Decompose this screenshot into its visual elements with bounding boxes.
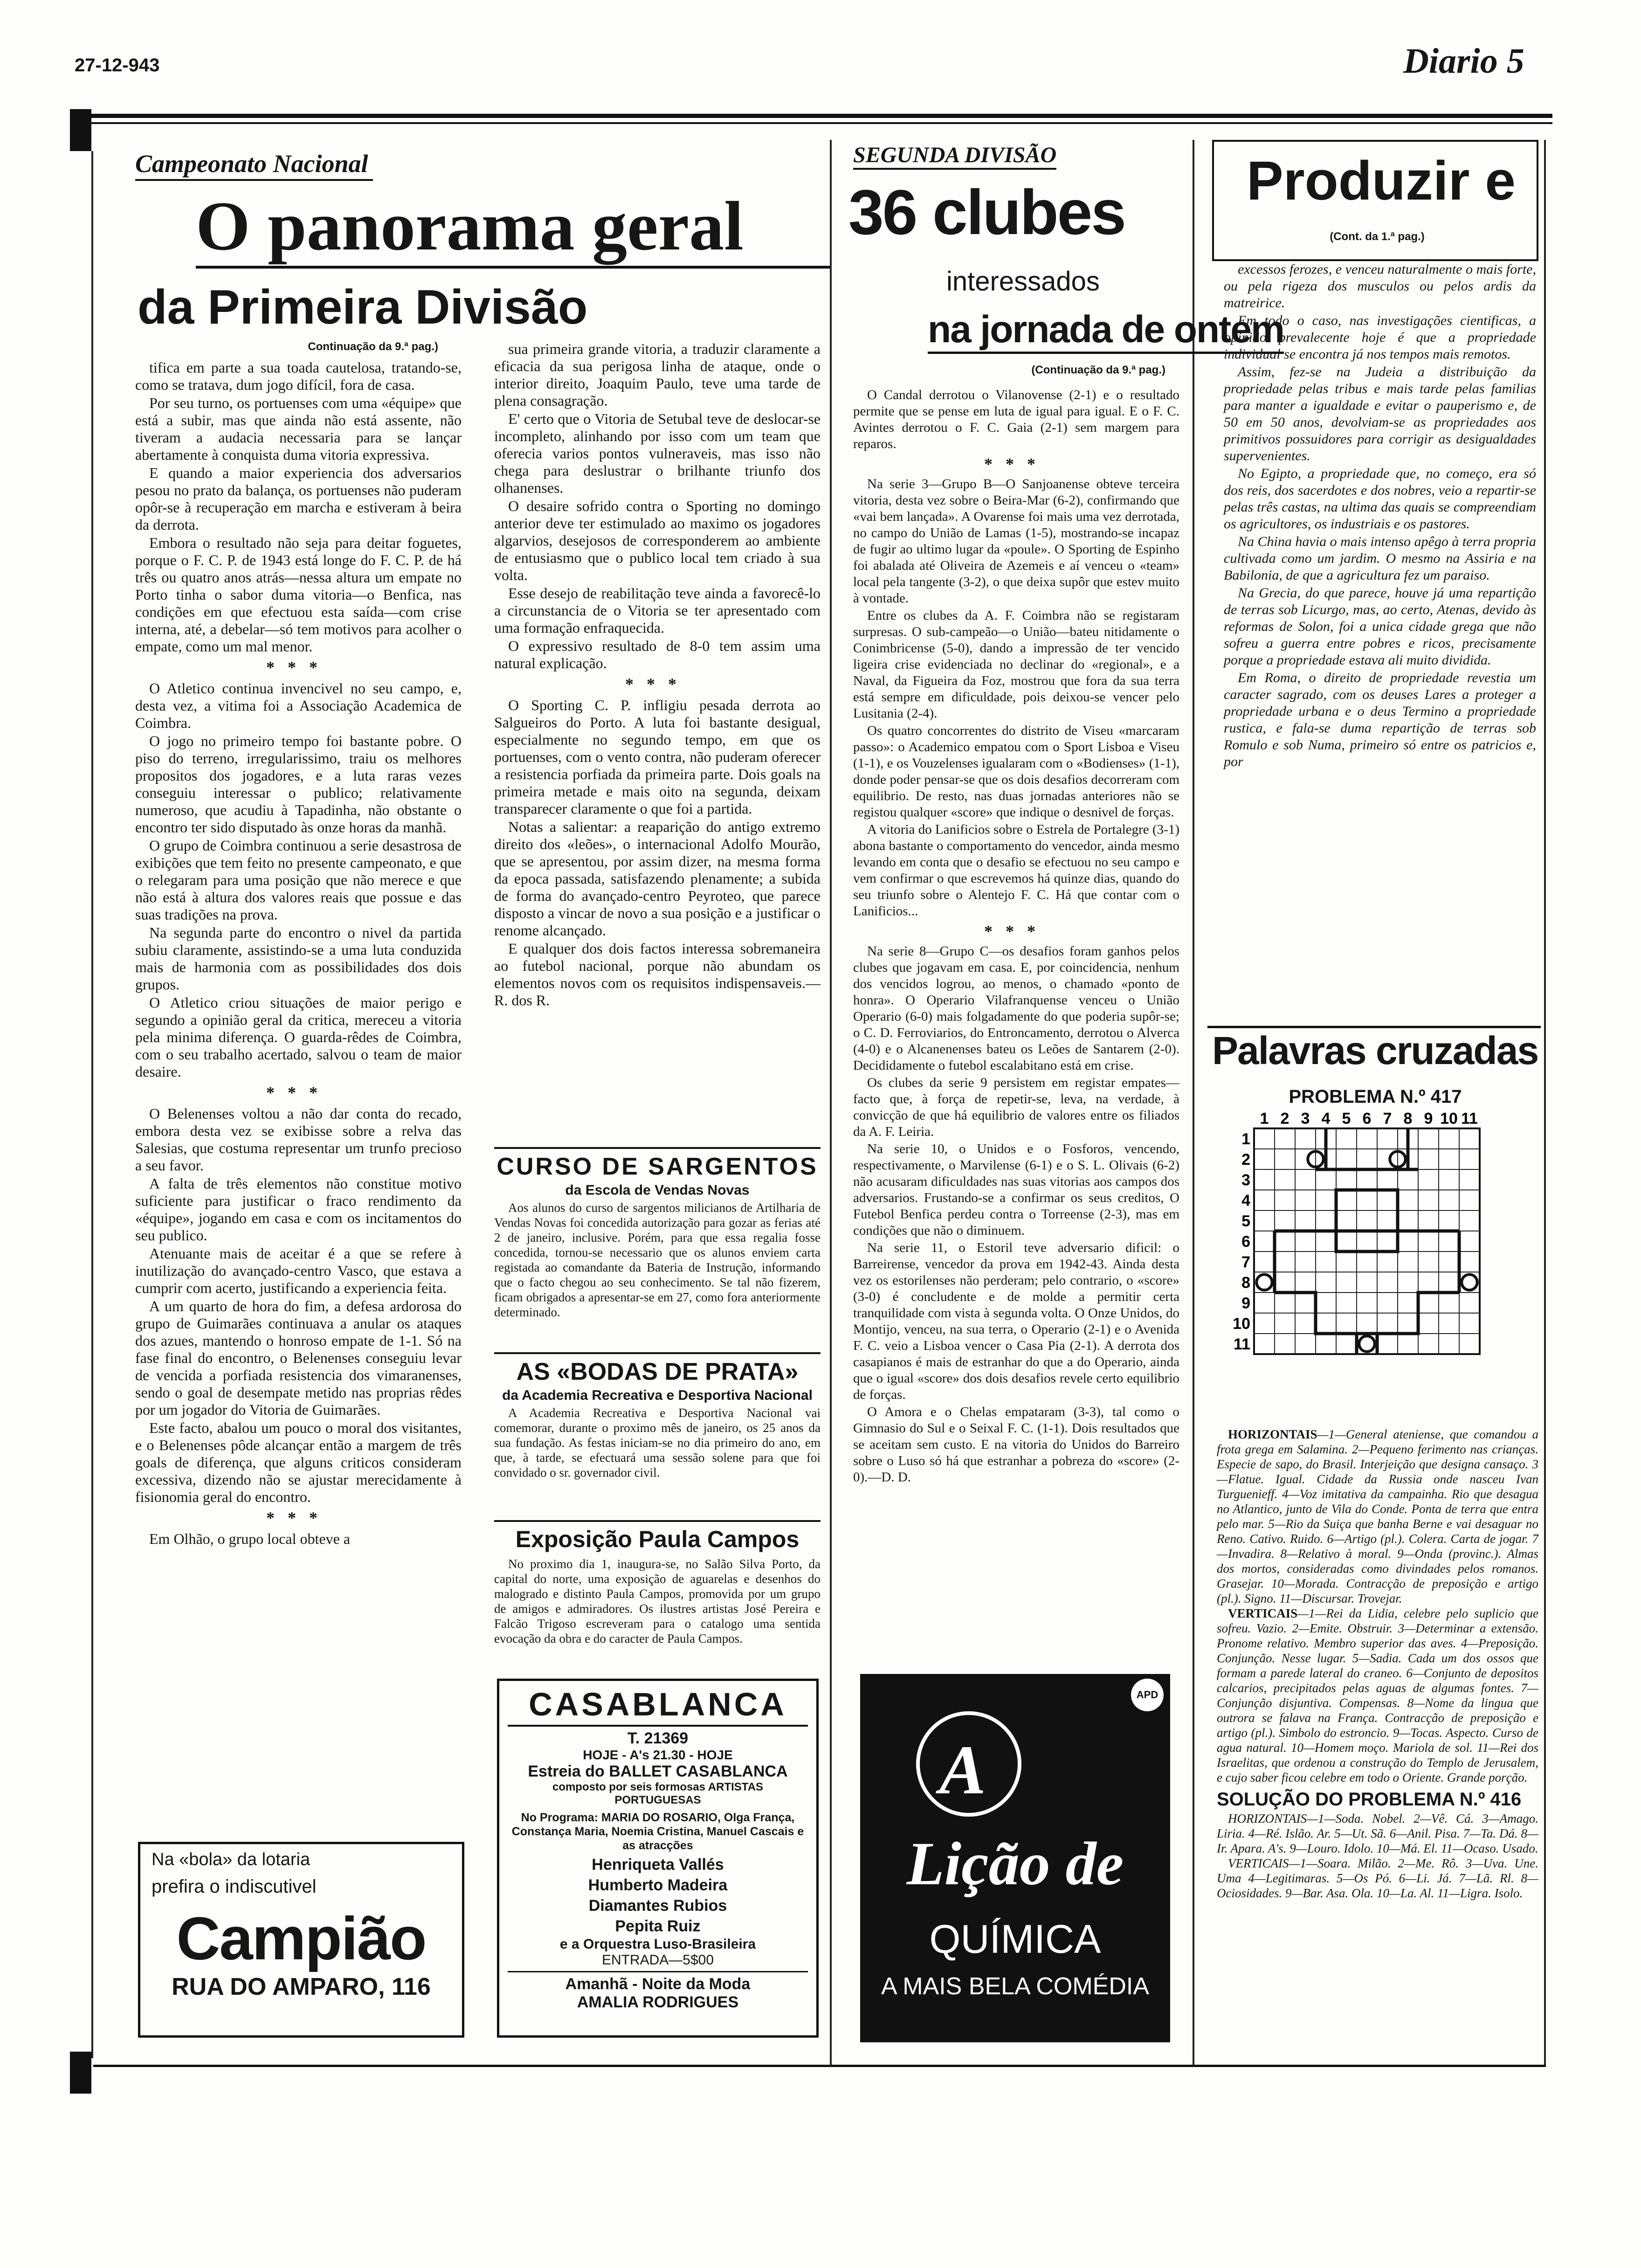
ad-exposicao-title: Exposição Paula Campos <box>515 1526 800 1552</box>
ad-casablanca-line2: Estreia do BALLET CASABLANCA <box>528 1763 788 1780</box>
col4-body <box>1224 261 1536 771</box>
col1-body <box>135 359 462 1549</box>
horizontais-label: HORIZONTAIS <box>1228 1427 1317 1441</box>
solution-verticais: VERTICAIS—1—Soara. Milão. 2—Me. Rô. 3—Uva. Une. Uma 4—Legitimaras. 5—Os Pó. 6—Li. Já. 7—Lã. Rl. 8—Ociosidades. 9—Bar. Asa. Ola. 10—La. Al. 11—Ligra. Isolo. <box>1217 1856 1538 1900</box>
verticais-clues: —1—Rei da Lidia, celebre pelo suplicio que sofreu. Vazio. 2—Emite. Obstruir. 3—Determinar a extensão. Pronome relativo. Membro superior das aves. 4—Preposição. Conjunção. Nesse lugar. 5—Sadia. Cada um dos ossos que formam a parede lateral do craneo. 6—Conjunto de depositos calcarios, precipitados pelas aguas de algumas fontes. 7—Conjunção disjuntiva. Compensas. 8—Nome da lingua que outrora se falava na França. Contracção de preposição e artigo (pl.). Simbolo do estroncio. 9—Tocas. Aspecto. Curso de agua natural. 10—Homem moço. Mariola de sol. 11—Rei dos Israelitas, que ordenou a construção do Templo de Jerusalem, e cujo saber ficou celebre em todo o Oriente. Grande porção. <box>1217 1606 1538 1784</box>
ad-sargentos-title: CURSO DE SARGENTOS <box>496 1153 818 1180</box>
bottom-rule <box>93 2065 1546 2067</box>
ad-licao-de-quimica <box>860 1674 1170 2042</box>
col3-paragraph: O Candal derrotou o Vilanovense (2-1) e o resultado permite que se pense em luta de igual para igual. E o F. C. Avintes derrotou o F. C. Gaia (2-1) sem margem para reparos. <box>853 387 1179 451</box>
col4-continuation: (Cont. da 1.ª pag.) <box>1330 230 1425 243</box>
ad-licao-line2: Lição de <box>906 1829 1124 1898</box>
col1-headline: O panorama geral <box>196 187 830 269</box>
crossword-col-number: 7 <box>1383 1110 1392 1127</box>
col4-paragraph: Em todo o caso, nas investigações cientificas, a opinião prevalecente hoje é que a propriedade individual se encontra já nos tempos mais remotos. <box>1224 313 1536 362</box>
col4-headline: Produzir e <box>1247 150 1516 212</box>
crossword-col-number: 5 <box>1342 1110 1351 1127</box>
col2-paragraph: O desaire sofrido contra o Sporting no domingo anterior deve ter estimulado ao maximo os jogadores algarvios, desejosos de corresponderem ao ambiente de entusiasmo que o publico local tem criado à sua volta. <box>494 498 820 583</box>
issue-date: 27-12-943 <box>75 55 160 76</box>
ad-casablanca-line1: HOJE - A's 21.30 - HOJE <box>583 1748 733 1762</box>
col4-paragraph: Em Roma, o direito de propriedade revestia um caracter sagrado, com os deuses Lares a proteger a propriedade urbana e o deus Termino a propriedade rustica, e fala-se duma repartição de terras sob Romulo e sob Numa, primeiro só entre os patricios e, por <box>1224 670 1536 769</box>
divider-col4 <box>1193 140 1194 2066</box>
crossword-col-number: 3 <box>1301 1110 1310 1127</box>
col2-paragraph: O Sporting C. P. infligiu pesada derrota ao Salgueiros do Porto. A luta foi bastante desigual, especialmente no segundo tempo, em que os portuenses, com o vento contra, não puderam oferecer a resistencia porfiada da primeira parte. Dois goals na primeira metade e mais oito na segunda, deixam transparecer claramente o que foi a partida. <box>494 697 820 817</box>
right-border <box>1544 140 1546 2066</box>
ad-casablanca-title: CASABLANCA <box>508 1686 808 1727</box>
col3-paragraph: A vitoria do Lanificios sobre o Estrela de Portalegre (3-1) abona bastante o comportamento do vencedor, ainda mesmo levando em conta que o desafio se efectuou no seu campo e vem confirmar o que escrevemos há quinze dias, quando do seu triunfo sobre o Alentejo F. C. Há que contar com o Lanificios... <box>853 822 1179 919</box>
crossword-col-number: 4 <box>1321 1110 1331 1127</box>
crossword-col-number: 6 <box>1362 1110 1372 1127</box>
col2-paragraph: Esse desejo de reabilitação teve ainda a favorecê-lo a circunstancia de o Vitoria se ter apresentado com uma formação enfraquecida. <box>494 585 820 636</box>
ad-casablanca-line5: e a Orquestra Luso-Brasileira <box>559 1936 756 1952</box>
col4-paragraph: Na China havia o mais intenso apêgo à terra propria cultivada como um jardim. O mesmo na Assiria e na Babilonia, de que a agricultura fez um paraiso. <box>1224 534 1536 583</box>
solution-horizontais: HORIZONTAIS—1—Soda. Nobel. 2—Vê. Cá. 3—Amago. Liria. 4—Ré. Islão. Ar. 5—Ut. Sã. 6—Anil. Pisa. 7—Ta. Dá. 8—Ir. Apara. A's. 9—Louro. Idolo. 10—Má. El. 11—Ocaso. Usado. <box>1217 1812 1538 1855</box>
ad-sargentos-text: Aos alunos do curso de sargentos milicianos de Artilharia de Vendas Novas foi concedida autorização para gozar as ferias até 2 de janeiro, inclusive. Porém, para que essa regalia fosse concedida, tornou-se necessario que os alunos enviem carta registada ao comandante da Bateria de Instrução, informando que o facto chegou ao seu conhecimento. Se tal não fizerem, ficam obrigados a apresentar-se em 27, como fora anteriormente determinado. <box>494 1201 820 1319</box>
crossword-puzzle <box>1221 1105 1548 1366</box>
col2-paragraph: E qualquer dos dois factos interessa sobremaneira ao futebol nacional, porque não abundam os elementos novos com os requisitos indispensaveis.—R. dos R. <box>494 940 820 1009</box>
ad-casablanca <box>497 1679 819 2038</box>
ad-bodas <box>494 1352 820 1480</box>
top-rule-thin <box>70 122 1552 124</box>
ad-licao-line3: QUÍMICA <box>929 1917 1101 1962</box>
col1-paragraph: A um quarto de hora do fim, a defesa ardorosa do grupo de Guimarães continuava a anular os ataques dos azues, mantendo o honroso empate de 1-1. Só na fase final do encontro, o Belenenses conseguiu levar de vencida a porfiada resistencia dos vimaranenses, sendo o goal de desempate metido nas proprias rêdes por um jogador do Vitoria de Guimarães. <box>135 1298 462 1418</box>
ad-casablanca-line3: composto por seis formosas ARTISTAS PORTUGUESAS <box>552 1781 764 1806</box>
col2-paragraph: Notas a salientar: a reaparição do antigo extremo direito dos «leões», o internacional Adolfo Mourão, que se apresentou, por assim dizer, na mesma forma da epoca passada, satisfazendo plenamente; a subida de forma do avançado-centro Peyroteo, que parece disposto a vincar de novo a sua posição e a justificar o renome alcançado. <box>494 818 820 939</box>
ad-bodas-title: AS «BODAS DE PRATA» <box>516 1358 799 1385</box>
crossword-col-number: 10 <box>1440 1110 1458 1127</box>
section-separator: *** <box>984 922 1048 940</box>
section-separator: *** <box>984 455 1048 473</box>
col1-headline2: da Primeira Divisão <box>138 280 588 334</box>
col3-paragraph: Na serie 10, o Unidos e o Fosforos, vencendo, respectivamente, o Marvilense (6-1) e o S. L. Olivais (6-2) não acusaram dificuldades nas suas vitorias aos campos dos adversarios. Frustando-se a confirmar os seus creditos, O Futebol Benfica perdeu contra o Torreense (2-3), mas em condições que não o diminuem. <box>853 1141 1179 1238</box>
ad-campiao-line2: prefira o indiscutivel <box>152 1876 317 1897</box>
ad-exposicao <box>494 1520 820 1646</box>
ad-campiao <box>138 1842 464 2038</box>
ad-exposicao-text: No proximo dia 1, inaugura-se, no Salão Silva Porto, da capital do norte, uma exposição de aguarelas e desenhos do malogrado e distinto Paula Campos, promovida por um grupo de amigos e admiradores. Os ilustres artistas José Pereira e Falcão Trigoso escreveram para o catalogo uma sentida evocação da obra e do caracter de Paula Campos. <box>494 1557 820 1646</box>
ad-bodas-subtitle: da Academia Recreativa e Desportiva Nacional <box>502 1388 813 1403</box>
crossword-col-number: 8 <box>1403 1110 1413 1127</box>
col1-paragraph: Atenuante mais de aceitar é a que se refere à inutilização do avançado-centro Vasco, que estava a cumprir com acerto, justificando a experiencia feita. <box>135 1245 462 1296</box>
crossword-clues <box>1217 1427 1538 1901</box>
crossword-row-number: 10 <box>1233 1315 1250 1333</box>
horizontais-clues: —1—General ateniense, que comandou a frota grega em Salamina. 2—Pequeno ferimento nas crianças. Especie de sapo, do Brasil. Interjeição que designa cansaço. 3—Flatue. Igual. Cidade da Russia onde nasceu Ivan Turguenieff. 4—Voz imitativa da campainha. Rio que desagua no Atlantico, junto de Vila do Conde. Ponta de terra que entra pelo mar. 5—Rio da Suiça que banha Berne e vai desaguar no Reno. Cativo. Ruido. 6—Artigo (pl.). Colera. Carta de jogar. 7—Invadira. 8—Relativo à moral. 9—Onda (provinc.). Almas dos mortos, consideradas como divindades pelos romanos. Grasejar. 10—Morada. Contracção de preposição e artigo (pl.). Signo. 11—Discursar. Trovejar. <box>1217 1427 1538 1605</box>
col4-paragraph: Assim, fez-se na Judeia a distribuição da propriedade pelas tribus e mais tarde pelas familias para manter a igualdade e evitar o pauperismo e, de 50 em 50 anos, devolviam-se as propriedades aos primitivos possuidores para corrigir as desigualdades supervenientes. <box>1224 364 1536 463</box>
col3-paragraph: Os quatro concorrentes do distrito de Viseu «marcaram passo»: o Academico empatou com o Sport Lisboa e Viseu (1-1), e os Vouzelenses igualaram com o «Bodienses» (1-1), donde poder pensar-se que os dois desafios decorreram com equilibrio. De resto, nas duas jornadas anteriores não se registou qualquer «score» que indique o desnivel de forças. <box>853 723 1179 820</box>
col1-paragraph: Na segunda parte do encontro o nivel da partida subiu claramente, assistindo-se a uma luta conduzida mais de harmonia com as possibilidades dos dois grupos. <box>135 924 462 993</box>
crossword-row-number: 3 <box>1241 1171 1250 1189</box>
ad-casablanca-entrada: ENTRADA—5$00 <box>508 1952 808 1972</box>
col1-paragraph: A falta de três elementos não constitue motivo suficiente para justificar o fraco rendimento da «équipe», jogando em casa e com os incitamentos do seu publico. <box>135 1175 462 1244</box>
ad-casablanca-artist: Diamantes Rubios <box>588 1897 727 1915</box>
col1-paragraph: Este facto, abalou um pouco o moral dos visitantes, e o Belenenses pôde alcançar então a margem de três goals de diferença, que alguns criticos consideram excessiva, dizendo não se ajustar merecidamente à fisionomia geral do encontro. <box>135 1419 462 1505</box>
ad-licao-line1: A <box>939 1731 986 1809</box>
corner-mark-top <box>70 109 91 151</box>
col3-body <box>853 387 1179 1487</box>
section-separator: *** <box>266 1083 331 1102</box>
crossword-title: Palavras cruzadas <box>1212 1029 1538 1072</box>
ad-sargentos-subtitle: da Escola de Vendas Novas <box>565 1182 750 1198</box>
col3-sub2: na jornada de ontem <box>928 308 1284 354</box>
col3-paragraph: O Amora e o Chelas empataram (3-3), tal como o Gimnasio do Sul e o Seixal F. C. (1-1). Dois resultados que se aceitam sem custo. E na vitoria do Unidos do Barreiro sobre o Luso só há que estranhar a pobreza do «score» (2-0).—D. D. <box>853 1404 1179 1485</box>
crossword-row-number: 4 <box>1241 1192 1250 1210</box>
col4-headline-box <box>1212 140 1538 261</box>
ad-campiao-line1: Na «bola» da lotaria <box>152 1850 310 1869</box>
col3-paragraph: Na serie 8—Grupo C—os desafios foram ganhos pelos clubes que jogavam em casa. E, por coincidencia, nenhum dos vencidos logrou, ao menos, o chamado «ponto de honra». O Operario Vilafranquense venceu o União Operario (6-0) mais folgadamente do que poderia supôr-se; o C. D. Ferroviarios, do Entroncamento, derrotou o Alverca (4-0) e o Alcanenenses bateu os Leões de Santarem (2-0). Decididamente o futebol escalabitano está em crise. <box>853 944 1179 1073</box>
crossword-row-number: 2 <box>1241 1151 1250 1169</box>
col2-paragraph: sua primeira grande vitoria, a traduzir claramente a eficacia da sua perigosa linha de ataque, onde o interior direito, Joaquim Paulo, teve uma tarde de plena consagração. <box>494 340 820 409</box>
section-separator: *** <box>625 675 689 693</box>
col1-paragraph: O Atletico criou situações de maior perigo e segundo a opinião geral da critica, mereceu a vitoria pela minima diferença. O guarda-rêdes de Coimbra, com o seu trabalho acertado, salvou o team de maior desaire. <box>135 994 462 1080</box>
col1-paragraph: E quando a maior experiencia dos adversarios pesou no prato da balança, os portuenses não puderam opôr-se à recuperação em marcha e estiveram à beira da derrota. <box>135 464 462 533</box>
crossword-border <box>1254 1128 1480 1354</box>
ad-campiao-address: RUA DO AMPARO, 116 <box>172 1973 431 2000</box>
ad-campiao-brand: Campião <box>176 1904 426 1972</box>
solution-title: SOLUÇÃO DO PROBLEMA N.º 416 <box>1217 1789 1522 1810</box>
crossword-row-number: 6 <box>1241 1233 1250 1251</box>
ad-casablanca-artist: Humberto Madeira <box>588 1876 728 1894</box>
ad-casablanca-artist: Henriqueta Vallés <box>592 1856 724 1874</box>
col1-paragraph: O grupo de Coimbra continuou a serie desastrosa de exibições que tem feito no presente campeonato, e que o relegaram para uma posição que não merece e que não está à altura dos valores reais que possue e das suas tradições na prova. <box>135 837 462 923</box>
col3-paragraph: Os clubes da serie 9 persistem em registar empates—facto que, à força de repetir-se, leva, na verdade, à convicção de que há equilibrio de valores entre os filiados da A. F. Leiria. <box>853 1075 1179 1139</box>
section-separator: *** <box>266 658 331 677</box>
ad-licao-badge: APD <box>1131 1679 1164 1711</box>
masthead: Diario 5 <box>1403 41 1524 81</box>
ad-bodas-text: A Academia Recreativa e Desportiva Nacional vai comemorar, durante o proximo mês de janeiro, os 25 anos da sua fundação. As festas iniciam-se no dia primeiro do ano, em que, à tarde, se efectuará uma sessão solene para que foi convidado o sr. governador civil. <box>494 1406 820 1480</box>
col2-paragraph: O expressivo resultado de 8-0 tem assim uma natural explicação. <box>494 637 820 671</box>
col3-continuation: (Continuação da 9.ª pag.) <box>1031 364 1165 376</box>
col3-paragraph: Na serie 11, o Estoril teve adversario dificil: o Barreirense, vencedor da prova em 1942-43. Ainda desta vez os estorilenses não perderam; pelo contrario, o «score» (3-0) é concludente e de molde a permitir certa tranquilidade com vista à segunda volta. O Onze Unidos, do Montijo, venceu, na sua terra, o Operario (2-1) e o Avenida F. C. veio a Lisboa vencer o Casa Pia (2-1). A derrota dos casapianos é mais de estranhar do que a do Operario, ainda que o igual «score» dos dois desafios revele certo equilibrio de forças. <box>853 1240 1179 1402</box>
col3-kicker: SEGUNDA DIVISÃO <box>853 142 1056 170</box>
crossword-grid <box>1221 1105 1548 1366</box>
crossword-row-number: 8 <box>1241 1274 1250 1292</box>
col1-continuation: Continuação da 9.ª pag.) <box>308 340 438 353</box>
left-border <box>91 151 93 2058</box>
crossword-col-number: 1 <box>1260 1110 1269 1127</box>
divider-col3 <box>830 140 832 2066</box>
crossword-col-number: 2 <box>1280 1110 1289 1127</box>
crossword-problem: PROBLEMA N.º 417 <box>1289 1086 1462 1107</box>
col1-paragraph: Embora o resultado não seja para deitar foguetes, porque o F. C. P. de 1943 está longe do F. C. P. de há três ou quatro anos atrás—nessa altura um empate no Porto tinha o sabor duma vitoria—o Benfica, nas condições em que efectuou esta saída—com crise interna, até, a debelar—só tem motivos para acolher o empate, como um mal menor. <box>135 534 462 655</box>
ad-casablanca-footer2: AMALIA RODRIGUES <box>577 1993 739 2011</box>
crossword-row-number: 7 <box>1241 1253 1250 1271</box>
section-separator: *** <box>266 1508 331 1527</box>
crossword-col-number: 11 <box>1461 1110 1478 1127</box>
crossword-row-number: 9 <box>1241 1294 1250 1312</box>
col3-paragraph: Na serie 3—Grupo B—O Sanjoanense obteve terceira vitoria, desta vez sobre o Beira-Mar (6-2), confirmando que «vai bem lançada». A Ovarense foi mais uma vez derrotada, no campo do União de Lamas (1-5), mostrando-se incapaz de fugir ao ultimo lugar da «poule». O Sporting de Espinho foi abalada até Oliveira de Azemeis e aí venceu o «team» local pela tangente (3-2), o que deixa supôr que estev muito à vontade. <box>853 477 1179 606</box>
col1-paragraph: O Atletico continua invencivel no seu campo, e, desta vez, a vitima foi a Associação Academica de Coimbra. <box>135 680 462 731</box>
col1-kicker: Campeonato Nacional <box>135 149 373 181</box>
col2-body <box>494 340 820 1010</box>
corner-mark-bottom <box>70 2052 91 2094</box>
col4-paragraph: Na Grecia, do que parece, houve já uma repartição de terras sob Licurgo, mas, ao certo, Atenas, devido às reformas de Solon, foi a unica cidade grega que não sofreu a guerra entre pobres e ricos, precisamente porque a propriedade estava ali muito dividida. <box>1224 585 1536 668</box>
verticais-label: VERTICAIS <box>1228 1606 1298 1620</box>
crossword-row-number: 5 <box>1241 1212 1250 1230</box>
col4-paragraph: No Egipto, a propriedade que, no começo, era só dos reis, dos sacerdotes e dos nobres, veio a repartir-se pelas três castas, na ultima das quais se compreendiam os agricultores, os industriais e os pastores. <box>1224 466 1536 532</box>
col1-paragraph: O jogo no primeiro tempo foi bastante pobre. O piso do terreno, irregularissimo, traiu os melhores propositos dos jogadores, e a luta raras vezes conseguiu interessar o publico; relativamente numeroso, que acudiu à Tapadinha, não obstante o encontro ter sido disputado às onze horas da manhã. <box>135 733 462 836</box>
col3-headline: 36 clubes <box>848 177 1125 248</box>
ad-casablanca-artist: Pepita Ruiz <box>615 1917 701 1935</box>
ad-sargentos <box>494 1147 820 1320</box>
col2-paragraph: E' certo que o Vitoria de Setubal teve de deslocar-se incompleto, alinhando por isso com um team que oferecia varios pontos vulneraveis, mas isso não chega para deslustrar o brilhante triunfo dos olhanenses. <box>494 410 820 496</box>
ad-licao-line4: A MAIS BELA COMÉDIA <box>881 1973 1150 2000</box>
col3-paragraph: Entre os clubes da A. F. Coimbra não se registaram surpresas. O sub-campeão—o União—bateu nitidamente o Conimbricense (5-0), dando a impressão de ter vencido ligeira crise evidenciada no declinar do «regional», e a Naval, da Figueira da Foz, mostrou que fora da sua terra está sempre em dificuldade, pois deixou-se vencer pelo Lusitania (2-4). <box>853 608 1179 721</box>
ad-casablanca-line4: No Programa: MARIA DO ROSARIO, Olga França, Constança Maria, Noemia Cristina, Manuel Cascais e as atracções <box>511 1811 804 1852</box>
col1-paragraph: Por seu turno, os portuenses com uma «équipe» que está a subir, mas que ainda não está assente, não tiveram a audacia necessaria para se lançar abertamente à conquista duma vitoria expressiva. <box>135 394 462 463</box>
crossword-row-number: 1 <box>1241 1130 1250 1148</box>
top-rule-thick <box>70 114 1552 118</box>
col4-paragraph: excessos ferozes, e venceu naturalmente o mais forte, ou pela rigeza dos musculos ou pelos ardis da matreirice. <box>1224 262 1536 311</box>
crossword-col-number: 9 <box>1424 1110 1433 1127</box>
col1-paragraph: O Belenenses voltou a não dar conta do recado, embora desta vez se exibisse sobre a relva das Salesias, que costuma representar um trunfo precioso a seu favor. <box>135 1105 462 1174</box>
col1-last-line: Em Olhão, o grupo local obteve a <box>149 1530 350 1547</box>
ad-casablanca-footer1: Amanhã - Noite da Moda <box>565 1975 751 1993</box>
col1-paragraph: tifica em parte a sua toada cautelosa, tratando-se, como se tratava, dum jogo difícil, fora de casa. <box>135 359 462 393</box>
ad-casablanca-phone: T. 21369 <box>627 1729 689 1747</box>
crossword-row-number: 11 <box>1234 1335 1250 1353</box>
col3-sub1: interessados <box>946 266 1100 297</box>
